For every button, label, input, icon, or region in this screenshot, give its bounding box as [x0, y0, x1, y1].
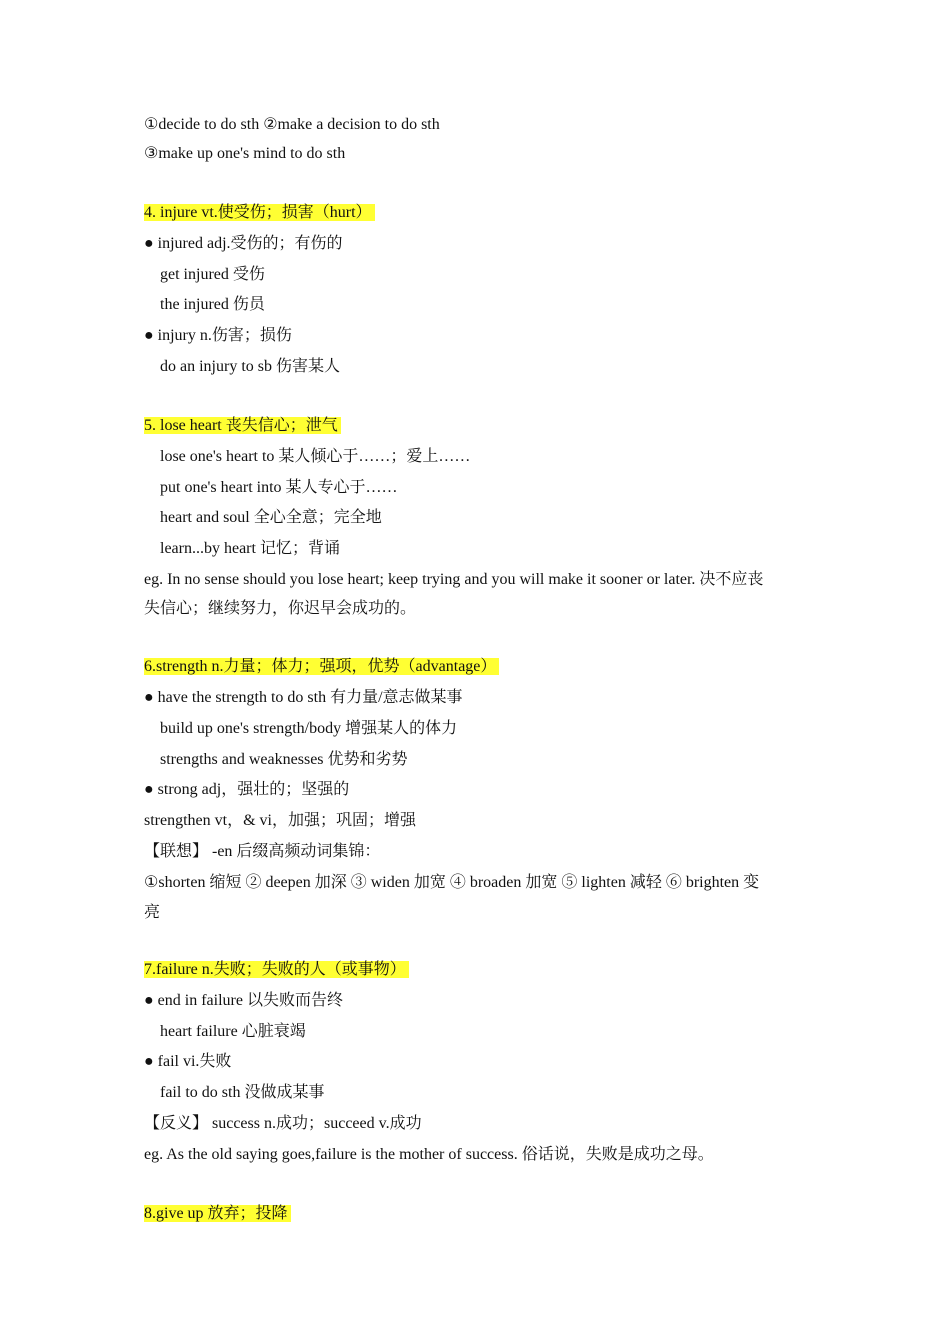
text-line: fail to do sth 没做成某事: [160, 1084, 325, 1101]
text-line: 亮: [144, 904, 161, 921]
text-line: lose one's heart to 某人倾心于……；爱上……: [160, 448, 471, 465]
highlighted-heading: 6.strength n.力量；体力；强项，优势（advantage）: [144, 658, 499, 675]
text-line: ● fail vi.失败: [144, 1053, 232, 1070]
text-line: ● injury n.伤害；损伤: [144, 327, 292, 344]
highlighted-heading: 8.give up 放弃；投降: [144, 1205, 291, 1222]
text-line: ● injured adj.受伤的；有伤的: [144, 235, 343, 252]
text-line: ● have the strength to do sth 有力量/意志做某事: [144, 689, 463, 706]
text-line: ● end in failure 以失败而告终: [144, 992, 343, 1009]
text-line: ①shorten 缩短 ② deepen 加深 ③ widen 加宽 ④ broaden 加宽 ⑤ lighten 减轻 ⑥ brighten 变: [144, 874, 760, 891]
text-line: ①decide to do sth ②make a decision to do sth: [144, 116, 440, 133]
text-line: 【反义】 success n.成功；succeed v.成功: [144, 1115, 422, 1132]
example-sentence: 失信心；继续努力，你迟早会成功的。: [144, 600, 417, 617]
highlighted-heading: 5. lose heart 丧失信心；泄气: [144, 417, 341, 434]
text-line: heart and soul 全心全意；完全地: [160, 509, 382, 526]
text-line: strengthen vt，& vi，加强；巩固；增强: [144, 812, 416, 829]
entry-heading: [144, 203, 375, 223]
entry-heading: [144, 657, 499, 677]
text-line: strengths and weaknesses 优势和劣势: [160, 751, 408, 768]
entry-heading: [144, 1204, 291, 1224]
example-sentence: eg. As the old saying goes,failure is the mother of success. 俗话说，失败是成功之母。: [144, 1146, 714, 1163]
text-line: do an injury to sb 伤害某人: [160, 358, 340, 375]
text-line: 【联想】 -en 后缀高频动词集锦：: [144, 843, 381, 860]
highlighted-heading: 4. injure vt.使受伤；损害（hurt）: [144, 204, 375, 221]
entry-heading: [144, 960, 409, 980]
text-line: put one's heart into 某人专心于……: [160, 479, 398, 496]
text-line: learn...by heart 记忆；背诵: [160, 540, 340, 557]
text-line: ● strong adj，强壮的；坚强的: [144, 781, 350, 798]
text-line: build up one's strength/body 增强某人的体力: [160, 720, 458, 737]
text-line: ③make up one's mind to do sth: [144, 145, 346, 162]
text-line: get injured 受伤: [160, 266, 265, 283]
entry-heading: [144, 416, 341, 436]
highlighted-heading: 7.failure n.失败；失败的人（或事物）: [144, 961, 409, 978]
text-line: heart failure 心脏衰竭: [160, 1023, 306, 1040]
text-line: the injured 伤员: [160, 296, 265, 313]
example-sentence: eg. In no sense should you lose heart; keep trying and you will make it sooner or later. 决不应丧: [144, 571, 764, 588]
